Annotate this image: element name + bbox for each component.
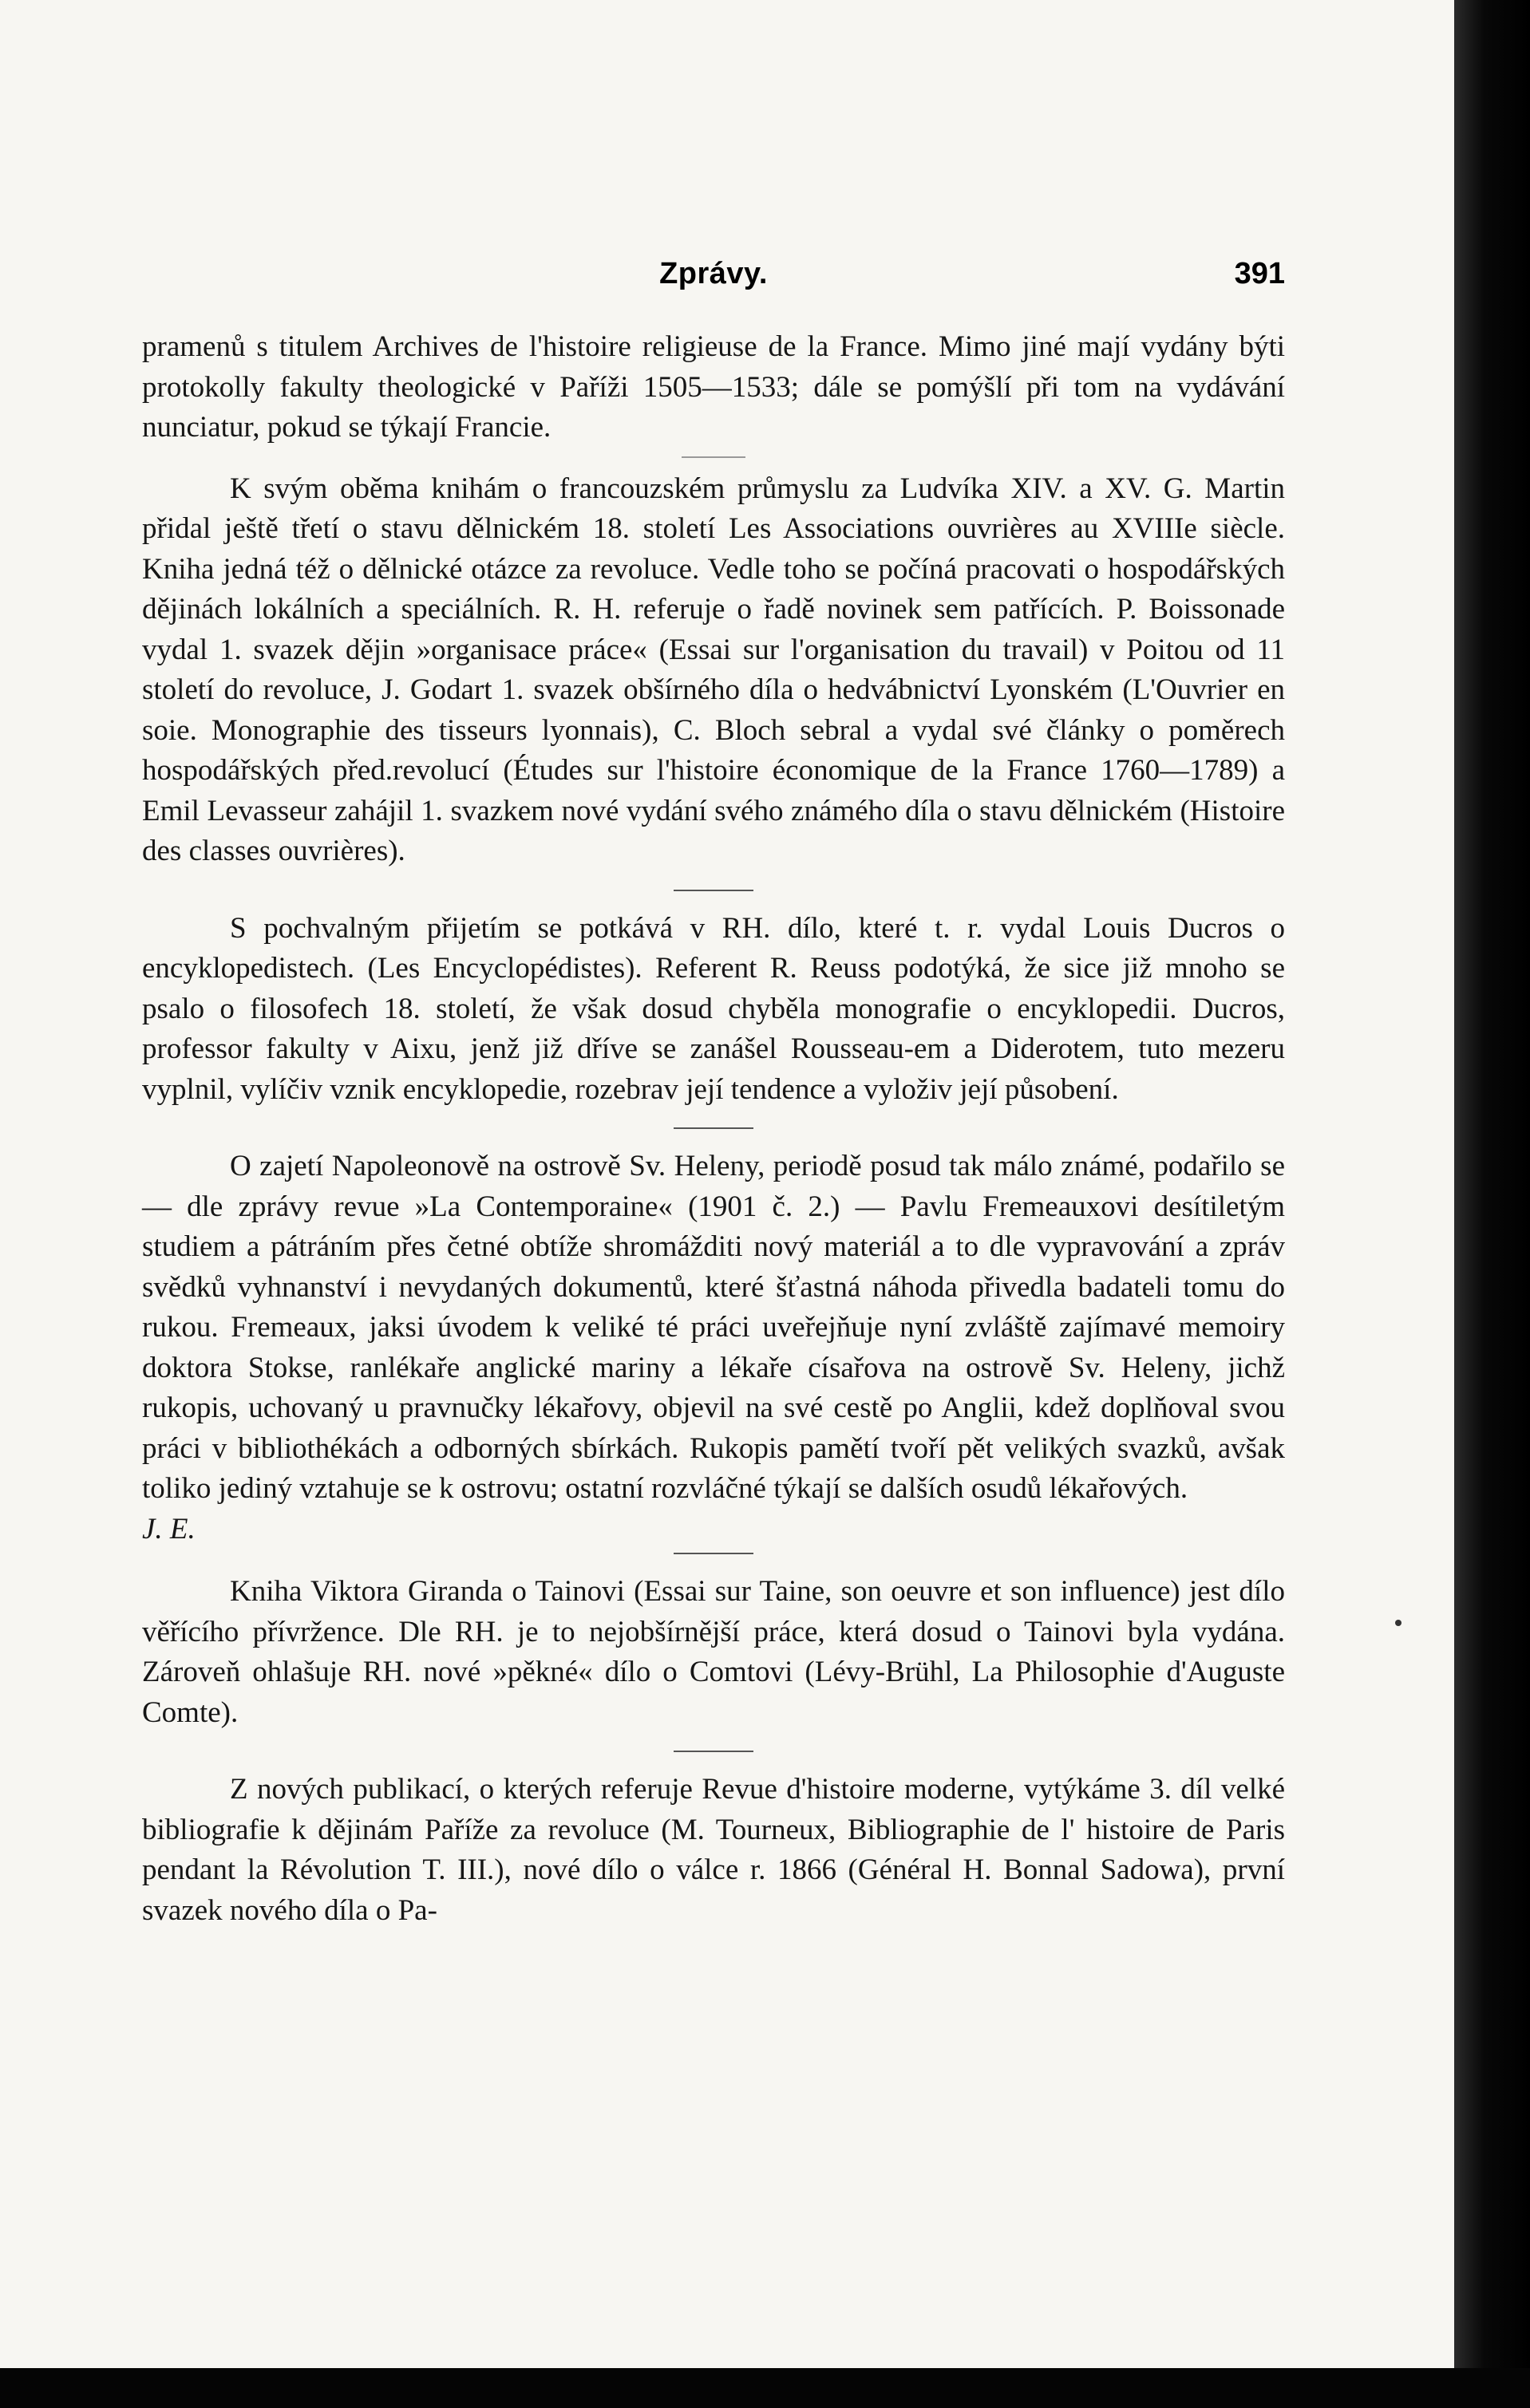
- margin-speck: [1395, 1620, 1402, 1626]
- article-body: [142, 327, 1285, 1931]
- section-divider: [674, 1553, 753, 1554]
- running-header: [142, 257, 1285, 305]
- page-bottom-edge: [0, 2368, 1530, 2408]
- paragraph-publications: Z nových publikací, o kterých referuje Revue d'histoire moderne, vytýkáme 3. díl velké bibliografie k dějinám Paříže za revoluce (M. Tourneux, Bibliographie de l' histoire de Paris pendant la Révolution T. III.), nové dílo o válce r. 1866 (Général H. Bonnal Sadowa), první svazek nového díla o Pa-: [142, 1773, 1285, 1927]
- section-divider: [674, 1127, 753, 1129]
- author-signature: J. E.: [142, 1512, 196, 1545]
- paragraph-napoleon: O zajetí Napoleonově na ostrově Sv. Heleny, periodě posud tak málo známé, podařilo se — dle zprávy revue »La Contemporaine« (1901 č. 2.) — Pavlu Fremeauxovi desítiletým studiem a pátráním přes četné obtíže shromážditi nový materiál a to dle vypravování a zpráv svědků vyhnanství i nevydaných dokumentů, které šťastná náhoda přivedla badateli tomu do rukou. Fremeaux, jaksi úvodem k veliké té práci uveřejňuje nyní zvláště zajímavé memoiry doktora Stokse, ranlékaře anglické mariny a lékaře císařova na ostrově Sv. Heleny, jichž rukopis, uchovaný u pravnučky lékařovy, objevil na své cestě po Anglii, kdež doplňoval svou práci v bibliothékách a odborných sbírkách. Rukopis pamětí tvoří pět velikých svazků, avšak toliko jediný vztahuje se k ostrovu; ostatní rozvláčné týkají se dalších osudů lékařových.: [142, 1150, 1285, 1505]
- paragraph-ducros: S pochvalným přijetím se potkává v RH. dílo, které t. r. vydal Louis Ducros o encyklopedistech. (Les Encyclopédistes). Referent R. Reuss podotýká, že sice již mnoho se psalo o filosofech 18. století, že však dosud chyběla monografie o encyklopedii. Ducros, professor fakulty v Aixu, jenž již dříve se zanášel Rousseau-em a Diderotem, tuto mezeru vyplnil, vylíčiv vznik encyklopedie, rozebrav její tendence a vyloživ její působení.: [142, 911, 1285, 1106]
- section-divider: [674, 1751, 753, 1752]
- paragraph-archives: pramenů s titulem Archives de l'histoire religieuse de la France. Mimo jiné mají vydány býti protokolly fakulty theologické v Paříži 1505—1533; dále se pomýšlí při tom na vydávání nunciatur, pokud se týkají Francie.: [142, 330, 1285, 444]
- paragraph-taine: Kniha Viktora Giranda o Tainovi (Essai sur Taine, son oeuvre et son influence) jest dílo věřícího přívržence. Dle RH. je to nejobšírnější práce, která dosud o Tainovi byla vydána. Zároveň ohlašuje RH. nové »pěkné« dílo o Comtovi (Lévy-Brühl, La Philosophie d'Auguste Comte).: [142, 1575, 1285, 1729]
- section-divider: [674, 890, 753, 891]
- section-divider: [682, 456, 745, 458]
- running-header-title: Zprávy.: [659, 257, 768, 290]
- page-edge-shadow: [1454, 0, 1530, 2408]
- page-number: 391: [1234, 257, 1285, 290]
- paragraph-martin: K svým oběma knihám o francouzském průmyslu za Ludvíka XIV. a XV. G. Martin přidal ještě třetí o stavu dělnickém 18. století Les Associations ouvrières au XVIIIe siècle. Kniha jedná též o dělnické otázce za revoluce. Vedle toho se počíná pracovati o hospodářských dějinách lokálních a speciálních. R. H. referuje o řadě novinek sem patřících. P. Boissonade vydal 1. svazek dějin »organisace práce« (Essai sur l'organisation du travail) v Poitou od 11 století do revoluce, J. Godart 1. svazek obšírného díla o hedvábnictví Lyonském (L'Ouvrier en soie. Monographie des tisseurs lyonnais), C. Bloch sebral a vydal své články o poměrech hospodářských před.revolucí (Études sur l'histoire économique de la France 1760—1789) a Emil Levasseur zahájil 1. svazkem nové vydání svého známého díla o stavu dělnickém (Histoire des classes ouvrières).: [142, 472, 1285, 867]
